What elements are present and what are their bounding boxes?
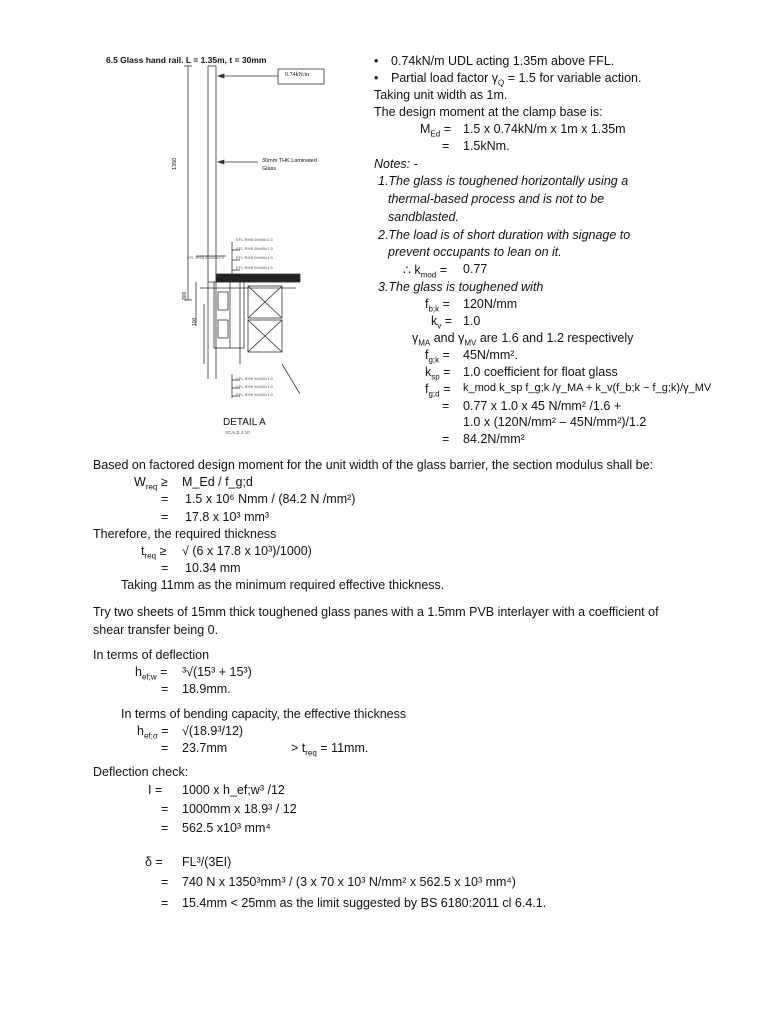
fgd-formula: k_mod k_sp f_g;k /γ_MA + k_v(f_b;k − f_g;k)/γ_MV xyxy=(463,382,712,394)
i-rhs: 1000 x h_ef;w³ /12 xyxy=(182,783,285,797)
hw-line-2: 18.9mm. xyxy=(182,682,231,696)
eq-sign: = xyxy=(161,741,169,755)
height-dimension: 1350 xyxy=(172,157,178,170)
ksp-value: 1.0 coefficient for float glass xyxy=(463,365,618,379)
fgk-value: 45N/mm². xyxy=(463,348,518,362)
hw-lhs: $h_{ef;w}$ = xyxy=(135,665,168,682)
med-rhs: 1.5 x 0.74kN/m x 1m x 1.35m xyxy=(463,122,626,136)
eq-sign: = xyxy=(161,510,169,524)
dim-small-a: 300 xyxy=(182,291,188,300)
eq-sign: = xyxy=(161,875,169,889)
note-2-line-2: prevent occupants to lean on it. xyxy=(388,245,562,259)
figure-caption: 6.5 Glass hand rail. L = 1.35m, t = 30mm xyxy=(106,55,267,65)
note-3: 3.The glass is toughened with xyxy=(378,280,544,294)
note-1-line-1: 1.The glass is toughened horizontally using a xyxy=(378,174,629,188)
handrail-detail-drawing xyxy=(100,64,370,424)
treq-rhs: √ (6 x 17.8 x 10³)/1000) xyxy=(182,544,312,558)
unit-width-text: Taking unit width as 1m. xyxy=(374,88,508,102)
try-line-2: shear transfer being 0. xyxy=(93,623,219,637)
eq-sign: = xyxy=(161,802,169,816)
hw-rhs: ³√(15³ + 15³) xyxy=(182,665,252,679)
fgd-line-2: 0.77 x 1.0 x 45 N/mm² /1.6 + xyxy=(463,399,622,413)
delta-rhs: FL³/(3EI) xyxy=(182,855,232,869)
detail-scale: SCALE 1:10 xyxy=(225,430,250,435)
therefore-text: Therefore, the required thickness xyxy=(93,527,277,541)
note-2-line-1: 2.The load is of short duration with signage to xyxy=(378,228,631,242)
hs-lhs: $h_{ef;\sigma}$ = xyxy=(137,724,169,741)
detail-title: DETAIL A xyxy=(223,417,266,428)
i-lhs: I = xyxy=(148,783,163,797)
eq-sign: = xyxy=(161,682,169,696)
delta-line-3: 15.4mm < 25mm as the limit suggested by BS 6180:2011 cl 6.4.1. xyxy=(182,896,547,910)
fgk-lhs: $f_{g;k}$ = xyxy=(425,348,450,365)
eq-sign: = xyxy=(442,399,450,413)
treq-line-2: 10.34 mm xyxy=(185,561,241,575)
load-box-label: 0.74kN/m xyxy=(285,72,310,78)
notes-title: Notes: - xyxy=(374,157,418,171)
deflection-check-title: Deflection check: xyxy=(93,765,189,779)
i-line-2: 1000mm x 18.9³ / 12 xyxy=(182,802,297,816)
bullet-udl: • 0.74kN/m UDL acting 1.35m above FFL. xyxy=(391,54,614,68)
dim-small-b: 100 xyxy=(192,317,198,326)
i-line-3: 562.5 x10³ mm⁴ xyxy=(182,821,271,835)
delta-line-2: 740 N x 1350³mm³ / (3 x 70 x 10³ N/mm² x 562.5 x 10³ mm⁴) xyxy=(182,875,516,889)
med-result: 1.5kNm. xyxy=(463,139,510,153)
small-note: EFL-RHB 50x50x1.5 xyxy=(236,255,273,260)
wreq-line-2: 1.5 x 10⁶ Nmm / (84.2 N /mm²) xyxy=(185,492,356,506)
wreq-rhs: M_Ed / f_g;d xyxy=(182,475,253,489)
wreq-lhs: $W_{req}$ ≥ xyxy=(134,475,168,492)
fbk-lhs: $f_{b;k}$ = xyxy=(425,297,450,314)
small-note: EFL-RHB 50x50x1.5 xyxy=(236,392,273,397)
glass-label-2: Glass xyxy=(262,166,277,172)
hs-compare: > $t_{req} = 11mm$. xyxy=(291,741,369,758)
small-note: EFL-RHB 50x50x1.5 xyxy=(236,237,273,242)
moment-intro: The design moment at the clamp base is: xyxy=(374,105,603,119)
fgd-lhs: $f_{g;d}$ = xyxy=(425,382,451,399)
hs-rhs: √(18.9³/12) xyxy=(182,724,244,738)
fbk-value: 120N/mm xyxy=(463,297,518,311)
factored-intro: Based on factored design moment for the unit width of the glass barrier, the section modulus shall be: xyxy=(93,458,654,472)
small-note: EFL-RHB 50x50x1.5 xyxy=(187,255,224,260)
deflection-title: In terms of deflection xyxy=(93,648,210,662)
kv-value: 1.0 xyxy=(463,314,481,328)
small-note: EFL-RHB 50x50x1.5 xyxy=(236,265,273,270)
delta-lhs: δ = xyxy=(145,855,163,869)
eq-sign: = xyxy=(161,561,169,575)
eq-sign: = xyxy=(442,432,450,446)
small-note: EFL-RHB 50x50x1.5 xyxy=(236,384,273,389)
eq-sign: = xyxy=(161,896,169,910)
eq-sign: = xyxy=(161,492,169,506)
med-lhs: $M_{Ed}$ = xyxy=(420,122,451,139)
kv-lhs: $k_v$ = xyxy=(431,314,453,331)
note-1-line-2: thermal-based process and is not to be xyxy=(388,192,605,206)
try-line-1: Try two sheets of 15mm thick toughened glass panes with a 1.5mm PVB interlayer with a coefficient of xyxy=(93,605,659,619)
bullet-partial-factor: • Partial load factor $\gamma_Q = 1.5$ for variable action. xyxy=(391,71,641,88)
small-note: EFL-RHB 50x50x1.5 xyxy=(236,376,273,381)
gamma-line: $\gamma_{MA}$ and $\gamma_{MV}$ are 1.6 and 1.2 respectively xyxy=(412,331,634,348)
hs-line-2: 23.7mm xyxy=(182,741,228,755)
bending-title: In terms of bending capacity, the effective thickness xyxy=(121,707,407,721)
fgd-result: 84.2N/mm² xyxy=(463,432,525,446)
taking-text: Taking 11mm as the minimum required effective thickness. xyxy=(121,578,445,592)
glass-label-1: 30mm THK Laminated xyxy=(262,158,317,164)
wreq-line-3: 17.8 x 10³ mm³ xyxy=(185,510,270,524)
ksp-lhs: $k_{sp}$ = xyxy=(425,365,451,382)
small-note: EFL-RHB 50x50x1.5 xyxy=(236,246,273,251)
kmod-lhs: ∴ $k_{mod}$ = xyxy=(403,263,448,280)
treq-lhs: $t_{req}$ ≥ xyxy=(141,544,167,561)
eq-sign: = xyxy=(442,139,450,153)
kmod-value: 0.77 xyxy=(463,262,488,276)
eq-sign: = xyxy=(161,821,169,835)
note-1-line-3: sandblasted. xyxy=(388,210,459,224)
fgd-line-3: 1.0 x (120N/mm² – 45N/mm²)/1.2 xyxy=(463,415,647,429)
